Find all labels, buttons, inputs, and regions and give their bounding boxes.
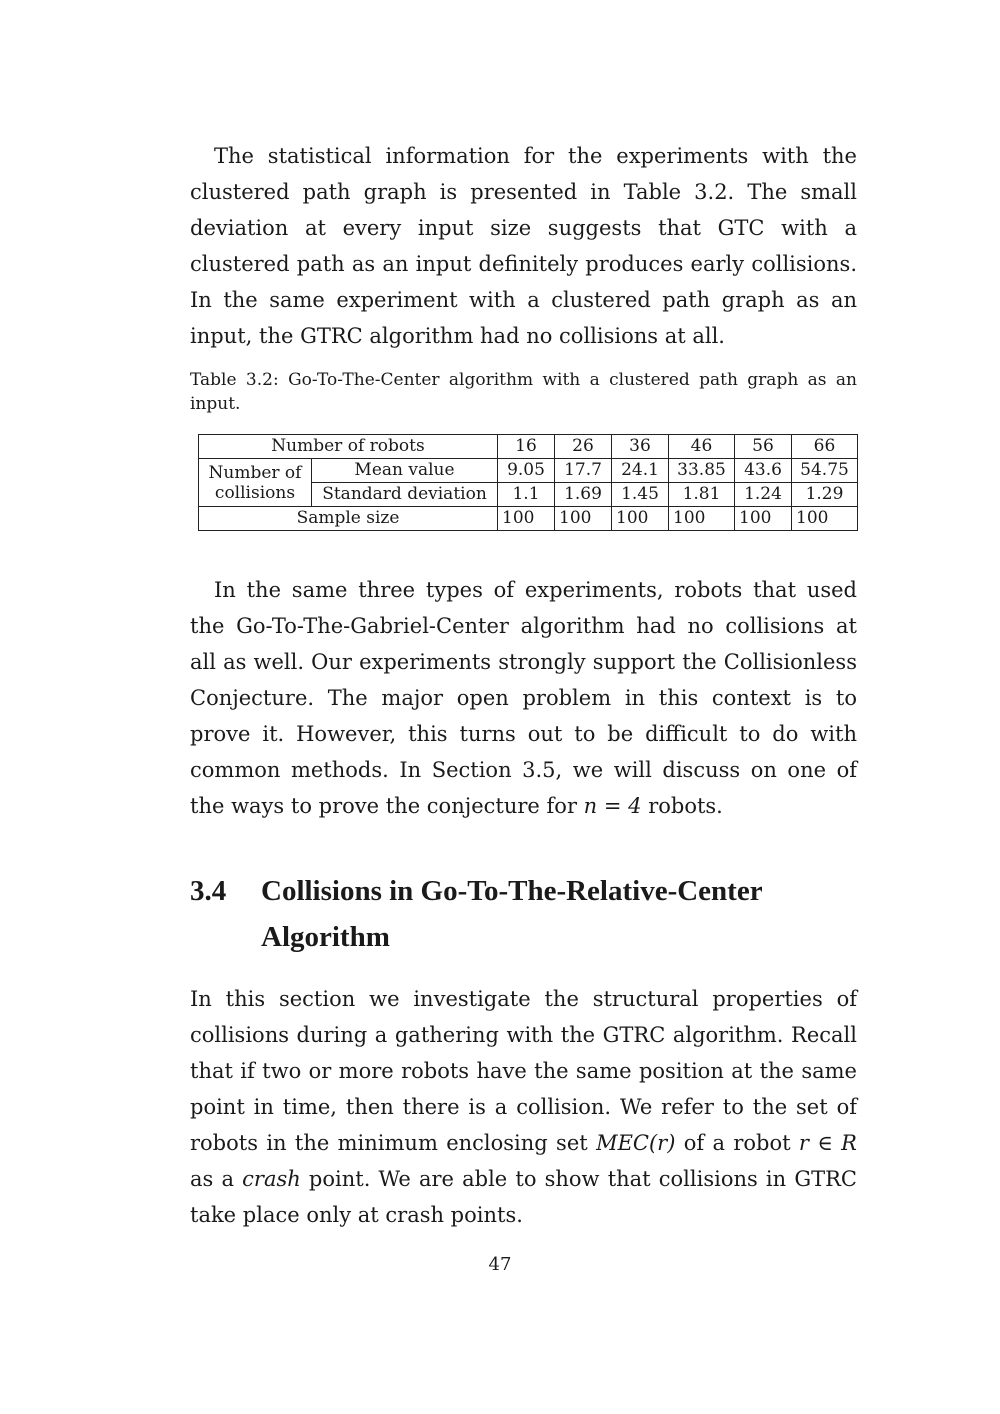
std-cell: 1.24 (735, 483, 792, 507)
paragraph-statistics: The statistical information for the experiments with the clustered path graph is presented in Table 3.2. The small deviation at every input size suggests that GTC with a clustered path as an input definitely produces early collisions. In the same experiment with a clustered path graph as an input, the GTRC algorithm had no collisions at all. (190, 144, 857, 348)
table-row (199, 435, 858, 459)
std-cell: 1.69 (555, 483, 612, 507)
paragraph-text: as a (190, 1167, 234, 1191)
robots-cell: 16 (498, 435, 555, 459)
emphasis-text: crash (242, 1167, 301, 1191)
sample-cell: 100 (792, 507, 858, 531)
paragraph-text: In this section we investigate the structural properties of collisions during a gathering with the GTRC algorithm. Recall that if two or more robots have the same position at the same point in time, then there is a collision. We refer to the set of robots in the minimum enclosing set (190, 987, 857, 1155)
sample-cell: 100 (612, 507, 669, 531)
sample-cell: 100 (498, 507, 555, 531)
section-title: Collisions in Go-To-The-Relative-Center Algorithm (261, 875, 763, 953)
mean-cell: 33.85 (669, 459, 735, 483)
table-row (199, 507, 858, 531)
page-number: 47 (488, 1254, 512, 1275)
paragraph-conjecture (190, 572, 857, 824)
mean-cell: 9.05 (498, 459, 555, 483)
sample-cell: 100 (735, 507, 792, 531)
std-cell: 1.1 (498, 483, 555, 507)
robots-cell: 66 (792, 435, 858, 459)
robots-cell: 26 (555, 435, 612, 459)
collisions-table (198, 434, 858, 531)
paragraph-collisions (190, 981, 857, 1233)
section-heading (190, 868, 857, 960)
table-caption: Table 3.2: Go-To-The-Center algorithm with a clustered path graph as an input. (190, 370, 857, 414)
paragraph-text: In the same three types of experiments, robots that used the Go-To-The-Gabriel-Center algorithm had no collisions at all as well. Our experiments strongly support the Collisionless Conjecture. The major open problem in this context is to prove it. However, this turns out to be difficult to do with common methods. In Section 3.5, we will discuss on one of the ways to prove the conjecture for (190, 578, 857, 818)
math-expression: r ∈ R (798, 1131, 857, 1155)
paragraph-text: of a robot (683, 1131, 791, 1155)
robots-cell: 56 (735, 435, 792, 459)
robots-cell: 46 (669, 435, 735, 459)
mean-cell: 43.6 (735, 459, 792, 483)
collisions-group-label: Number of collisions (199, 459, 312, 507)
std-cell: 1.45 (612, 483, 669, 507)
mean-cell: 54.75 (792, 459, 858, 483)
sample-cell: 100 (555, 507, 612, 531)
paragraph-text: point. We are able to show that collisions in GTRC take place only at crash points. (190, 1167, 857, 1227)
std-cell: 1.29 (792, 483, 858, 507)
header-label: Number of robots (199, 435, 498, 459)
mean-cell: 17.7 (555, 459, 612, 483)
sample-label: Sample size (199, 507, 498, 531)
robots-cell: 36 (612, 435, 669, 459)
table-row (199, 459, 858, 483)
paragraph-text-end: robots. (648, 794, 723, 818)
mean-cell: 24.1 (612, 459, 669, 483)
std-cell: 1.81 (669, 483, 735, 507)
math-expression: MEC(r) (596, 1131, 676, 1155)
math-expression: n = 4 (583, 794, 642, 818)
std-label: Standard deviation (312, 483, 498, 507)
sample-cell: 100 (669, 507, 735, 531)
section-number: 3.4 (190, 875, 227, 907)
mean-label: Mean value (312, 459, 498, 483)
